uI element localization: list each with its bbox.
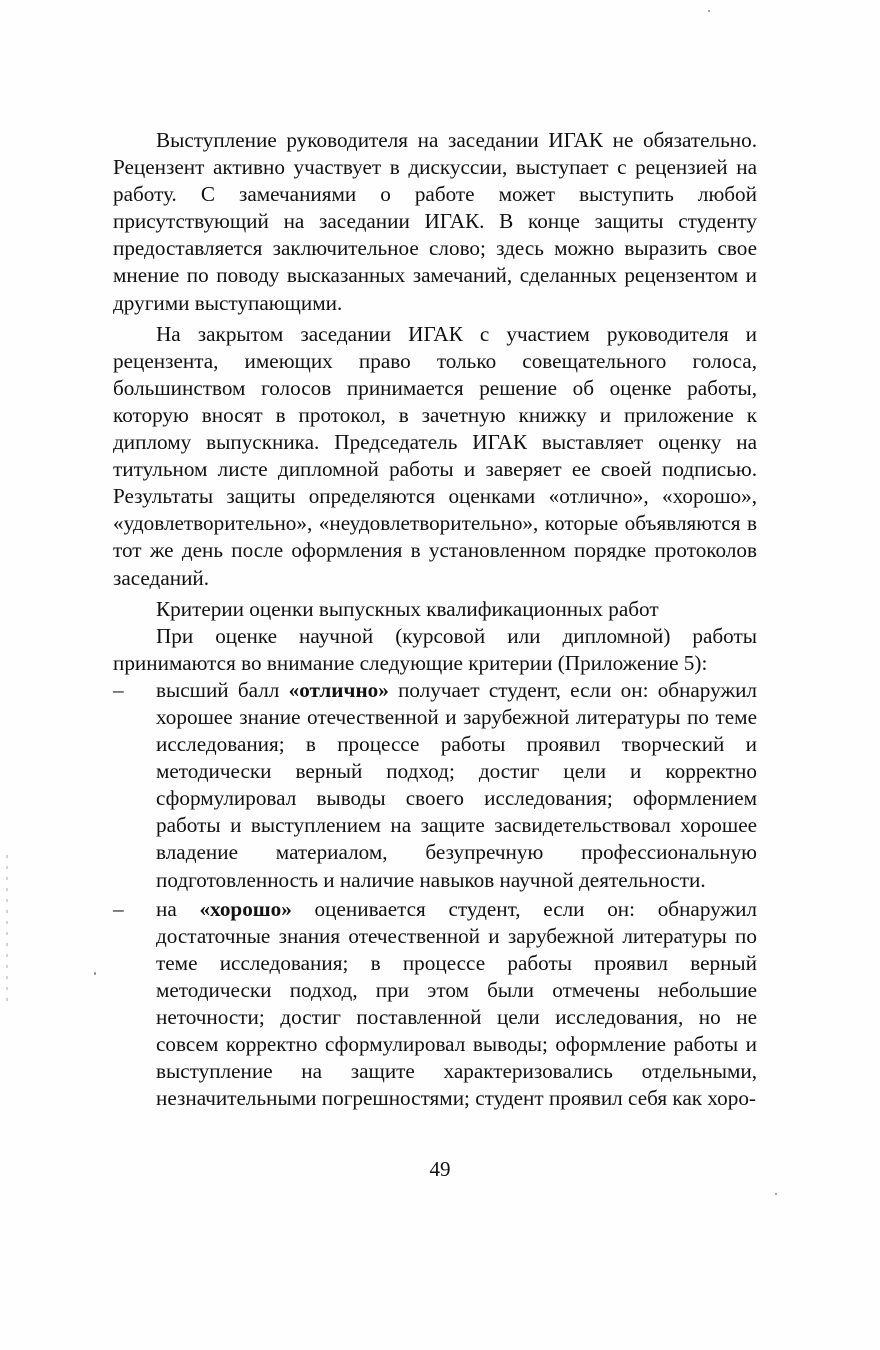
grade-term: «хорошо» bbox=[199, 896, 292, 921]
list-item-text: высший балл bbox=[156, 677, 289, 702]
list-item-text: получает студент, если он: обнаружил хорошее знание отечественной и зарубежной литературы по теме исследования; в процессе работы проявил творческий и методически верный подход; достиг цели и корректно сформулировал выводы своего исследования; оформлением работы и выступлением на защите засвидетельствовал хорошее владение материалом, безупречную профессиональную подготовленность и наличие навыков научной деятельности. bbox=[156, 677, 757, 892]
page-number: 49 bbox=[429, 1157, 451, 1181]
dash-bullet: – bbox=[113, 677, 124, 702]
paragraph: Выступление руководителя на заседании ИГАК не обязательно. Рецензент активно участвует в дискуссии, выступает с рецензией на работу. С замечаниями о работе может выступить любой присутствующий на заседании ИГАК. В конце защиты студенту предоставляется заключительное слово; здесь можно выразить свое мнение по поводу высказанных замечаний, сделанных рецензентом и другими выступающими. bbox=[113, 128, 757, 315]
list-item-text: оценивается студент, если он: обнаружил достаточные знания отечественной и зарубежной литературы по теме исследования; в процессе работы проявил верный методически подход, при этом были отмечены небольшие неточности; достиг поставленной цели исследования, но не совсем корректно сформулировал выводы; оформление работы и выступление на защите характеризовались отдельными, незначительными погрешностями; студент проявил себя как хоро- bbox=[156, 896, 758, 1111]
body-text bbox=[113, 127, 757, 1112]
list-item-text: на bbox=[156, 896, 200, 921]
paragraph: На закрытом заседании ИГАК с участием руководителя и рецензента, имеющих право только совещательного голоса, большинством голосов принимается решение об оценке работы, которую вносят в протокол, в зачетную книжку и приложение к диплому выпускника. Председатель ИГАК выставляет оценку на титульном листе дипломной работы и заверяет ее своей подписью. Результаты защиты определяются оценками «отлично», «хорошо», «удовлетворительно», «неудовлетворительно», которые объявляются в тот же день после оформления в установленном порядке протоколов заседаний. bbox=[113, 321, 757, 590]
scan-speck bbox=[708, 10, 710, 12]
scan-margin-marks bbox=[6, 855, 8, 1005]
criteria-intro: При оценке научной (курсовой или дипломной) работы принимаются во внимание следующие критерии (Приложение 5): bbox=[113, 623, 757, 675]
scan-speck bbox=[94, 972, 96, 975]
list-item bbox=[113, 677, 757, 894]
dash-bullet: – bbox=[113, 896, 124, 921]
criteria-list bbox=[113, 677, 757, 1113]
section-heading: Критерии оценки выпускных квалификационных работ bbox=[156, 596, 659, 621]
grade-term: «отлично» bbox=[288, 677, 389, 702]
scan-speck bbox=[775, 1193, 777, 1195]
list-item bbox=[113, 896, 757, 1113]
